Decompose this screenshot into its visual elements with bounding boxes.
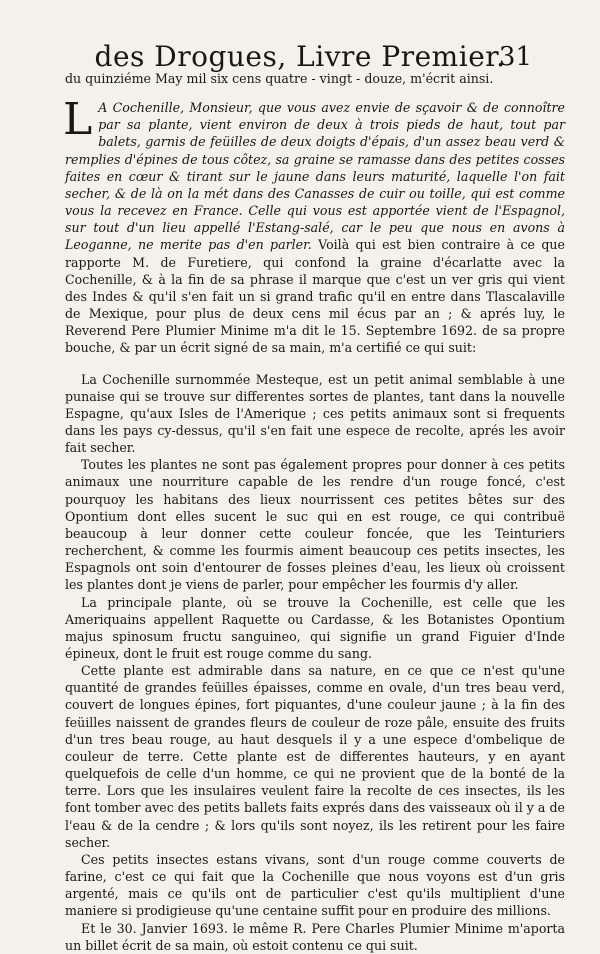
paragraph-principale-plante: La principale plante, où se trouve la Cochenille, est celle que les Ameriquains appellent Raquette ou Cardasse, & les Botanistes Opontium majus spinosum fructu sanguineo, qui signifie un grand Figuier d'Inde épineux, dont le fruit est rouge comme du sang.: [65, 594, 565, 661]
quoted-letter-paragraph: [63, 94, 565, 356]
opening-line: du quinziéme May mil six cens quatre - vingt - douze, m'écrit ainsi.: [65, 71, 494, 86]
paragraph-insectes-vivans: Ces petits insectes estans vivans, sont d'un rouge comme couverts de farine, c'est ce qui fait que la Cochenille que nous voyons est d'un gris argenté, mais ce qu'ils ont de particulier c'est qu'ils multiplient d'une maniere si prodigieuse qu'une centaine suffit pour en produire des millions.: [65, 851, 565, 919]
body-text: [65, 70, 565, 954]
running-title: des Drogues, Livre Premier.: [94, 40, 506, 73]
commentary-text: Voilà qui est bien contraire à ce que rapporte M. de Furetiere, qui confond la graine d'écarlatte avec la Cochenille, & à la fin de sa phrase il marque que c'est un ver gris qui vient des Indes & qu'il s'en fait un si grand trafic qu'il en entre dans Tlascalaville de Mexique, pour plus de deux cens mil écus par an ; & aprés luy, le Reverend Pere Plumier Minime m'a dit le 15. Septembre 1692. de sa propre bouche, & par un écrit signé de sa main, m'a certifié ce qui suit:: [65, 237, 565, 356]
paragraph-billet-plumier: Et le 30. Janvier 1693. le même R. Pere Charles Plumier Minime m'aporta un billet écrit de sa main, où estoit contenu ce qui suit.: [65, 920, 565, 953]
quoted-letter-text: A Cochenille, Monsieur, que vous avez envie de sçavoir & de connoître par sa plante, vient environ de deux à trois pieds de haut, tout par balets, garnis de feüilles de deux doigts d'épais, d'un assez beau verd & remplies d'épines de tous côtez, sa graine se ramasse dans des petites cosses faites en cœur & tirant sur le jaune dans leurs maturité, laquelle l'on fait secher, & de là on la mét dans des Canasses de cuir ou toille, qui est comme vous la recevez en France. Celle qui vous est apportée vient de l'Espagnol, sur tout d'un lieu appellé l'Estang-salé, car le peu que nous en avons à Leoganne, ne merite pas d'en parler.: [65, 100, 565, 253]
paragraph-cochenille-mesteque: La Cochenille surnommée Mesteque, est un petit animal semblable à une punaise qui se trouve sur differentes sortes de plantes, tant dans la nouvelle Espagne, qu'aux Isles de l'Amerique ; ces petits animaux sont si frequents dans les pays cy-dessus, qu'il s'en fait une espece de recolte, aprés les avoir fait secher.: [65, 371, 565, 456]
paragraph-plantes-propres: Toutes les plantes ne sont pas également propres pour donner à ces petits animaux une nourriture capable de les rendre d'un rouge foncé, c'est pourquoy les habitans des lieux nourrissent ces petites bêtes sur des Opontium dont elles sucent le suc qui en est rouge, ce qui contribuë beaucoup à leur donner cette couleur foncée, que les Teinturiers recherchent, & comme les fourmis aiment beaucoup ces petits insectes, les Espagnols ont soin d'entourer de fosses pleines d'eau, les lieux où croissent les plantes dont je viens de parler, pour empêcher les fourmis d'y aller.: [65, 457, 565, 593]
page-number: 31: [498, 42, 532, 72]
paragraph-plante-admirable: Cette plante est admirable dans sa nature, en ce que ce n'est qu'une quantité de grandes feüilles épaisses, comme en ovale, d'un tres beau verd, couvert de longues épines, fort piquantes, d'une couleur jaune ; à la fin des feüilles naissent de grandes fleurs de couleur de roze pâle, ensuite des fruits d'un tres beau rouge, au haut desquels il y a une espece d'ombelique de couleur de terre. Cette plante est de differentes hauteurs, y en ayant quelquefois de celle d'un homme, ce qui ne provient que de la bonté de la terre. Lors que les insulaires veulent faire la recolte de ces insectes, ils les font tomber avec des petits ballets faits exprés dans des vaisseaux où il y a de l'eau & de la cendre ; & lors qu'ils sont noyez, ils les retirent pour les faire secher.: [65, 663, 565, 850]
drop-cap: L: [63, 94, 93, 146]
